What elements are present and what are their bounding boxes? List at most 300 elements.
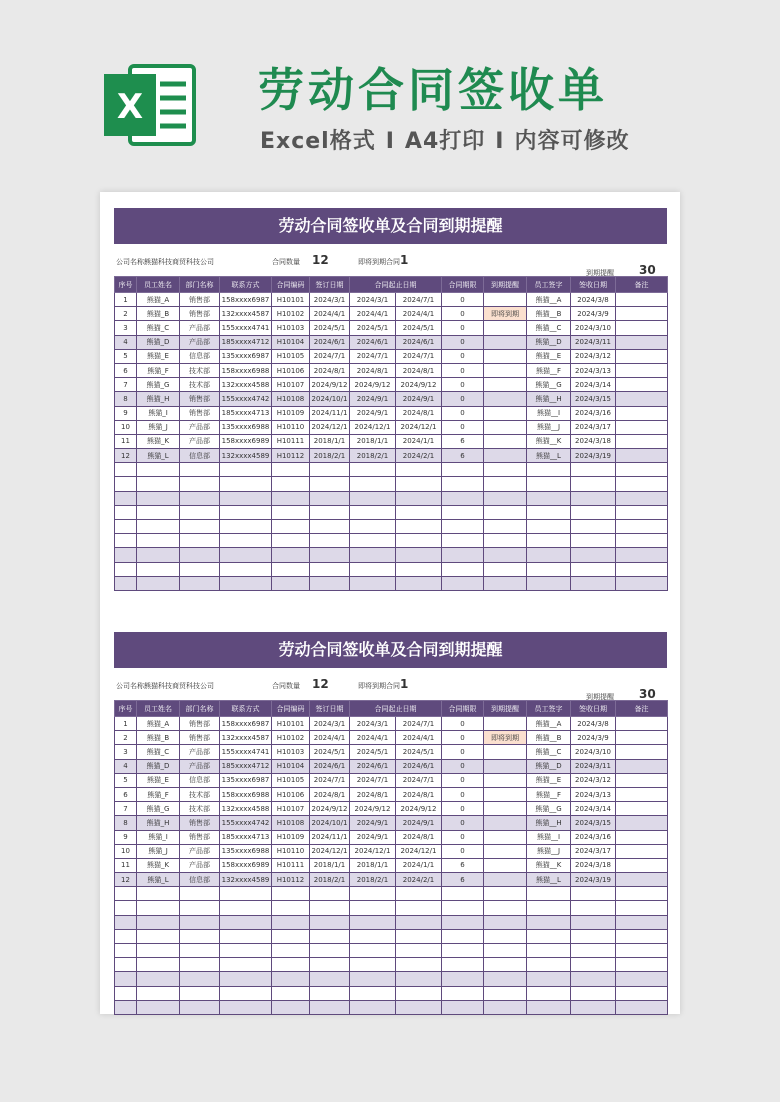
- table-cell[interactable]: 4: [115, 759, 137, 773]
- empty-cell[interactable]: [527, 548, 571, 562]
- empty-cell[interactable]: [396, 491, 442, 505]
- table-cell[interactable]: [484, 293, 527, 307]
- table-cell[interactable]: 9: [115, 406, 137, 420]
- table-cell[interactable]: 熊猫__B: [527, 731, 571, 745]
- table-cell[interactable]: 2024/5/1: [396, 321, 442, 335]
- table-cell[interactable]: 0: [442, 363, 484, 377]
- table-cell[interactable]: [484, 321, 527, 335]
- empty-cell[interactable]: [310, 562, 350, 576]
- empty-cell[interactable]: [180, 901, 220, 915]
- table-cell[interactable]: [484, 858, 527, 872]
- table-cell[interactable]: 熊猫_B: [137, 731, 180, 745]
- table-cell[interactable]: 熊猫__K: [527, 858, 571, 872]
- table-cell[interactable]: 158xxxx6989: [220, 858, 272, 872]
- empty-cell[interactable]: [272, 929, 310, 943]
- table-cell[interactable]: [616, 787, 668, 801]
- empty-cell[interactable]: [220, 986, 272, 1000]
- table-cell[interactable]: 熊猫__I: [527, 830, 571, 844]
- table-cell[interactable]: 熊猫__F: [527, 787, 571, 801]
- table-cell[interactable]: 3: [115, 745, 137, 759]
- empty-cell[interactable]: [350, 505, 396, 519]
- table-cell[interactable]: 2024/1/1: [396, 434, 442, 448]
- table-cell[interactable]: 2024/6/1: [396, 335, 442, 349]
- empty-cell[interactable]: [484, 1000, 527, 1014]
- table-cell[interactable]: H10106: [272, 787, 310, 801]
- table-cell[interactable]: 2024/3/12: [571, 349, 616, 363]
- empty-cell[interactable]: [571, 505, 616, 519]
- table-cell[interactable]: 信息部: [180, 873, 220, 887]
- table-cell[interactable]: [484, 406, 527, 420]
- empty-cell[interactable]: [350, 1000, 396, 1014]
- table-cell[interactable]: 158xxxx6988: [220, 363, 272, 377]
- empty-cell[interactable]: [220, 463, 272, 477]
- table-cell[interactable]: [484, 434, 527, 448]
- table-cell[interactable]: 2018/1/1: [310, 858, 350, 872]
- table-cell[interactable]: 2024/3/19: [571, 873, 616, 887]
- table-cell[interactable]: 0: [442, 349, 484, 363]
- empty-cell[interactable]: [350, 477, 396, 491]
- table-cell[interactable]: H10104: [272, 759, 310, 773]
- table-cell[interactable]: 2024/12/1: [350, 844, 396, 858]
- empty-cell[interactable]: [272, 972, 310, 986]
- table-cell[interactable]: 0: [442, 335, 484, 349]
- empty-cell[interactable]: [484, 972, 527, 986]
- empty-cell[interactable]: [115, 491, 137, 505]
- table-cell[interactable]: 155xxxx4741: [220, 321, 272, 335]
- empty-cell[interactable]: [442, 576, 484, 590]
- table-cell[interactable]: 2024/9/12: [350, 378, 396, 392]
- empty-cell[interactable]: [484, 463, 527, 477]
- empty-cell[interactable]: [220, 1000, 272, 1014]
- empty-cell[interactable]: [272, 901, 310, 915]
- table-cell[interactable]: 2018/2/1: [350, 449, 396, 463]
- empty-cell[interactable]: [137, 576, 180, 590]
- table-cell[interactable]: 2024/8/1: [310, 363, 350, 377]
- empty-cell[interactable]: [571, 491, 616, 505]
- empty-cell[interactable]: [310, 520, 350, 534]
- empty-cell[interactable]: [180, 576, 220, 590]
- empty-cell[interactable]: [571, 929, 616, 943]
- empty-cell[interactable]: [350, 929, 396, 943]
- empty-cell[interactable]: [310, 915, 350, 929]
- empty-cell[interactable]: [310, 944, 350, 958]
- empty-cell[interactable]: [527, 463, 571, 477]
- empty-cell[interactable]: [350, 562, 396, 576]
- table-cell[interactable]: 0: [442, 745, 484, 759]
- empty-cell[interactable]: [484, 562, 527, 576]
- empty-cell[interactable]: [396, 986, 442, 1000]
- empty-cell[interactable]: [396, 887, 442, 901]
- table-cell[interactable]: 熊猫__C: [527, 321, 571, 335]
- table-cell[interactable]: 8: [115, 816, 137, 830]
- table-cell[interactable]: 2018/2/1: [310, 873, 350, 887]
- empty-cell[interactable]: [310, 463, 350, 477]
- table-cell[interactable]: 0: [442, 406, 484, 420]
- table-cell[interactable]: H10108: [272, 816, 310, 830]
- table-cell[interactable]: [616, 293, 668, 307]
- empty-cell[interactable]: [220, 915, 272, 929]
- empty-cell[interactable]: [616, 944, 668, 958]
- empty-cell[interactable]: [310, 1000, 350, 1014]
- table-cell[interactable]: 2: [115, 307, 137, 321]
- empty-cell[interactable]: [137, 972, 180, 986]
- empty-cell[interactable]: [137, 534, 180, 548]
- empty-cell[interactable]: [137, 548, 180, 562]
- table-cell[interactable]: 熊猫_J: [137, 420, 180, 434]
- empty-cell[interactable]: [396, 576, 442, 590]
- table-cell[interactable]: 销售部: [180, 731, 220, 745]
- table-cell[interactable]: 2024/3/10: [571, 321, 616, 335]
- empty-cell[interactable]: [180, 944, 220, 958]
- table-cell[interactable]: 2024/7/1: [396, 293, 442, 307]
- table-cell[interactable]: 7: [115, 378, 137, 392]
- table-cell[interactable]: 2024/3/17: [571, 420, 616, 434]
- table-cell[interactable]: 2024/4/1: [396, 731, 442, 745]
- table-cell[interactable]: [484, 420, 527, 434]
- empty-cell[interactable]: [527, 520, 571, 534]
- table-cell[interactable]: 8: [115, 392, 137, 406]
- table-cell[interactable]: H10109: [272, 830, 310, 844]
- empty-cell[interactable]: [350, 520, 396, 534]
- empty-cell[interactable]: [442, 944, 484, 958]
- table-cell[interactable]: 熊猫__D: [527, 759, 571, 773]
- table-cell[interactable]: 2024/9/1: [396, 392, 442, 406]
- table-cell[interactable]: 2024/9/1: [350, 392, 396, 406]
- table-cell[interactable]: 0: [442, 731, 484, 745]
- empty-cell[interactable]: [484, 491, 527, 505]
- table-cell[interactable]: 2024/8/1: [350, 787, 396, 801]
- empty-cell[interactable]: [137, 520, 180, 534]
- empty-cell[interactable]: [272, 477, 310, 491]
- empty-cell[interactable]: [310, 958, 350, 972]
- empty-cell[interactable]: [527, 887, 571, 901]
- table-cell[interactable]: 2024/3/11: [571, 759, 616, 773]
- table-cell[interactable]: 0: [442, 773, 484, 787]
- empty-cell[interactable]: [616, 1000, 668, 1014]
- empty-cell[interactable]: [527, 901, 571, 915]
- table-cell[interactable]: 熊猫_A: [137, 293, 180, 307]
- table-cell[interactable]: [484, 717, 527, 731]
- empty-cell[interactable]: [484, 887, 527, 901]
- table-cell[interactable]: 2024/3/9: [571, 307, 616, 321]
- table-cell[interactable]: 2024/3/14: [571, 802, 616, 816]
- table-cell[interactable]: [616, 335, 668, 349]
- empty-cell[interactable]: [115, 972, 137, 986]
- table-cell[interactable]: 2024/9/12: [310, 802, 350, 816]
- table-cell[interactable]: H10106: [272, 363, 310, 377]
- table-cell[interactable]: H10111: [272, 434, 310, 448]
- empty-cell[interactable]: [272, 520, 310, 534]
- table-cell[interactable]: [484, 873, 527, 887]
- empty-cell[interactable]: [220, 534, 272, 548]
- table-cell[interactable]: [484, 787, 527, 801]
- table-cell[interactable]: 0: [442, 378, 484, 392]
- table-cell[interactable]: 2024/4/1: [350, 731, 396, 745]
- table-cell[interactable]: 185xxxx4713: [220, 830, 272, 844]
- empty-cell[interactable]: [484, 505, 527, 519]
- table-cell[interactable]: 9: [115, 830, 137, 844]
- table-cell[interactable]: 2024/5/1: [350, 321, 396, 335]
- empty-cell[interactable]: [442, 463, 484, 477]
- empty-cell[interactable]: [310, 986, 350, 1000]
- empty-cell[interactable]: [616, 491, 668, 505]
- empty-cell[interactable]: [571, 972, 616, 986]
- table-cell[interactable]: 135xxxx6988: [220, 844, 272, 858]
- empty-cell[interactable]: [396, 1000, 442, 1014]
- empty-cell[interactable]: [527, 972, 571, 986]
- empty-cell[interactable]: [484, 534, 527, 548]
- table-cell[interactable]: [616, 802, 668, 816]
- table-cell[interactable]: 2024/9/12: [396, 378, 442, 392]
- empty-cell[interactable]: [137, 887, 180, 901]
- empty-cell[interactable]: [220, 562, 272, 576]
- table-cell[interactable]: 2024/4/1: [310, 307, 350, 321]
- table-cell[interactable]: 2024/4/1: [310, 731, 350, 745]
- table-cell[interactable]: 销售部: [180, 307, 220, 321]
- table-cell[interactable]: 6: [115, 363, 137, 377]
- table-cell[interactable]: 2024/3/19: [571, 449, 616, 463]
- empty-cell[interactable]: [115, 548, 137, 562]
- table-cell[interactable]: H10110: [272, 420, 310, 434]
- table-cell[interactable]: 熊猫__L: [527, 449, 571, 463]
- table-cell[interactable]: 2024/3/18: [571, 434, 616, 448]
- table-cell[interactable]: H10111: [272, 858, 310, 872]
- empty-cell[interactable]: [137, 929, 180, 943]
- table-cell[interactable]: 2018/1/1: [310, 434, 350, 448]
- empty-cell[interactable]: [115, 477, 137, 491]
- empty-cell[interactable]: [115, 505, 137, 519]
- table-cell[interactable]: 2024/3/11: [571, 335, 616, 349]
- empty-cell[interactable]: [272, 944, 310, 958]
- empty-cell[interactable]: [180, 562, 220, 576]
- table-cell[interactable]: 2024/3/8: [571, 293, 616, 307]
- table-cell[interactable]: 2024/12/1: [350, 420, 396, 434]
- table-cell[interactable]: [484, 378, 527, 392]
- table-cell[interactable]: 2024/9/1: [350, 816, 396, 830]
- table-cell[interactable]: H10107: [272, 378, 310, 392]
- empty-cell[interactable]: [442, 915, 484, 929]
- empty-cell[interactable]: [616, 576, 668, 590]
- table-cell[interactable]: 0: [442, 717, 484, 731]
- table-cell[interactable]: H10105: [272, 349, 310, 363]
- empty-cell[interactable]: [220, 491, 272, 505]
- empty-cell[interactable]: [180, 505, 220, 519]
- table-cell[interactable]: 5: [115, 349, 137, 363]
- table-cell[interactable]: H10103: [272, 321, 310, 335]
- table-cell[interactable]: 熊猫_G: [137, 378, 180, 392]
- table-cell[interactable]: 6: [442, 449, 484, 463]
- empty-cell[interactable]: [396, 972, 442, 986]
- table-cell[interactable]: 2024/8/1: [350, 363, 396, 377]
- table-cell[interactable]: 熊猫__G: [527, 378, 571, 392]
- empty-cell[interactable]: [310, 548, 350, 562]
- empty-cell[interactable]: [396, 548, 442, 562]
- empty-cell[interactable]: [396, 958, 442, 972]
- table-cell[interactable]: 3: [115, 321, 137, 335]
- table-cell[interactable]: 0: [442, 844, 484, 858]
- table-cell[interactable]: 2024/3/16: [571, 830, 616, 844]
- table-cell[interactable]: 技术部: [180, 787, 220, 801]
- table-cell[interactable]: [616, 745, 668, 759]
- empty-cell[interactable]: [350, 986, 396, 1000]
- empty-cell[interactable]: [616, 463, 668, 477]
- empty-cell[interactable]: [616, 534, 668, 548]
- empty-cell[interactable]: [396, 944, 442, 958]
- table-cell[interactable]: 0: [442, 392, 484, 406]
- empty-cell[interactable]: [180, 534, 220, 548]
- table-cell[interactable]: 2024/12/1: [310, 844, 350, 858]
- empty-cell[interactable]: [527, 576, 571, 590]
- empty-cell[interactable]: [137, 491, 180, 505]
- empty-cell[interactable]: [272, 986, 310, 1000]
- empty-cell[interactable]: [396, 915, 442, 929]
- empty-cell[interactable]: [220, 901, 272, 915]
- empty-cell[interactable]: [310, 491, 350, 505]
- empty-cell[interactable]: [180, 915, 220, 929]
- table-cell[interactable]: 熊猫__B: [527, 307, 571, 321]
- empty-cell[interactable]: [137, 986, 180, 1000]
- table-cell[interactable]: 2024/7/1: [310, 773, 350, 787]
- table-cell[interactable]: H10101: [272, 717, 310, 731]
- empty-cell[interactable]: [272, 505, 310, 519]
- table-cell[interactable]: 132xxxx4587: [220, 307, 272, 321]
- table-cell[interactable]: 158xxxx6989: [220, 434, 272, 448]
- table-cell[interactable]: H10112: [272, 873, 310, 887]
- table-cell[interactable]: 6: [115, 787, 137, 801]
- table-cell[interactable]: [616, 307, 668, 321]
- empty-cell[interactable]: [220, 944, 272, 958]
- table-cell[interactable]: H10101: [272, 293, 310, 307]
- empty-cell[interactable]: [616, 887, 668, 901]
- table-cell[interactable]: 2024/9/1: [350, 830, 396, 844]
- table-cell[interactable]: 135xxxx6988: [220, 420, 272, 434]
- empty-cell[interactable]: [442, 929, 484, 943]
- empty-cell[interactable]: [272, 1000, 310, 1014]
- empty-cell[interactable]: [442, 505, 484, 519]
- empty-cell[interactable]: [396, 929, 442, 943]
- table-cell[interactable]: 2: [115, 731, 137, 745]
- table-cell[interactable]: [484, 745, 527, 759]
- empty-cell[interactable]: [272, 887, 310, 901]
- table-cell[interactable]: 132xxxx4589: [220, 873, 272, 887]
- empty-cell[interactable]: [137, 505, 180, 519]
- table-cell[interactable]: [616, 858, 668, 872]
- table-cell[interactable]: 2024/5/1: [310, 321, 350, 335]
- table-cell[interactable]: H10104: [272, 335, 310, 349]
- empty-cell[interactable]: [180, 986, 220, 1000]
- empty-cell[interactable]: [396, 520, 442, 534]
- table-cell[interactable]: 熊猫_L: [137, 873, 180, 887]
- empty-cell[interactable]: [310, 929, 350, 943]
- table-cell[interactable]: 2024/3/1: [310, 717, 350, 731]
- table-cell[interactable]: 2024/6/1: [396, 759, 442, 773]
- table-cell[interactable]: H10102: [272, 731, 310, 745]
- empty-cell[interactable]: [220, 929, 272, 943]
- table-cell[interactable]: 技术部: [180, 363, 220, 377]
- empty-cell[interactable]: [527, 562, 571, 576]
- table-cell[interactable]: 0: [442, 759, 484, 773]
- table-cell[interactable]: 熊猫_A: [137, 717, 180, 731]
- table-cell[interactable]: 155xxxx4741: [220, 745, 272, 759]
- empty-cell[interactable]: [310, 505, 350, 519]
- empty-cell[interactable]: [350, 887, 396, 901]
- table-cell[interactable]: 2024/3/14: [571, 378, 616, 392]
- table-cell[interactable]: 132xxxx4588: [220, 378, 272, 392]
- table-cell[interactable]: H10102: [272, 307, 310, 321]
- table-cell[interactable]: 熊猫__D: [527, 335, 571, 349]
- table-cell[interactable]: 132xxxx4589: [220, 449, 272, 463]
- table-cell[interactable]: 2024/6/1: [350, 759, 396, 773]
- table-cell[interactable]: 产品部: [180, 844, 220, 858]
- empty-cell[interactable]: [220, 477, 272, 491]
- table-cell[interactable]: [616, 449, 668, 463]
- empty-cell[interactable]: [527, 929, 571, 943]
- table-cell[interactable]: 2024/4/1: [396, 307, 442, 321]
- empty-cell[interactable]: [616, 972, 668, 986]
- table-cell[interactable]: [616, 363, 668, 377]
- table-cell[interactable]: 产品部: [180, 420, 220, 434]
- empty-cell[interactable]: [272, 576, 310, 590]
- empty-cell[interactable]: [484, 958, 527, 972]
- table-cell[interactable]: 信息部: [180, 773, 220, 787]
- empty-cell[interactable]: [442, 491, 484, 505]
- table-cell[interactable]: 销售部: [180, 293, 220, 307]
- table-cell[interactable]: 10: [115, 844, 137, 858]
- empty-cell[interactable]: [350, 491, 396, 505]
- empty-cell[interactable]: [220, 505, 272, 519]
- table-cell[interactable]: 2024/12/1: [396, 844, 442, 858]
- table-cell[interactable]: 产品部: [180, 335, 220, 349]
- table-cell[interactable]: [484, 830, 527, 844]
- table-cell[interactable]: 2024/3/17: [571, 844, 616, 858]
- table-cell[interactable]: 2024/3/1: [310, 293, 350, 307]
- table-cell[interactable]: 熊猫_F: [137, 363, 180, 377]
- table-cell[interactable]: 12: [115, 873, 137, 887]
- table-cell[interactable]: 185xxxx4712: [220, 759, 272, 773]
- empty-cell[interactable]: [310, 901, 350, 915]
- table-cell[interactable]: 2024/3/13: [571, 363, 616, 377]
- table-cell[interactable]: 熊猫_K: [137, 434, 180, 448]
- table-cell[interactable]: 2024/7/1: [396, 349, 442, 363]
- table-cell[interactable]: 11: [115, 434, 137, 448]
- empty-cell[interactable]: [616, 548, 668, 562]
- empty-cell[interactable]: [115, 901, 137, 915]
- empty-cell[interactable]: [350, 548, 396, 562]
- empty-cell[interactable]: [310, 972, 350, 986]
- empty-cell[interactable]: [527, 505, 571, 519]
- empty-cell[interactable]: [442, 520, 484, 534]
- table-cell[interactable]: 熊猫_J: [137, 844, 180, 858]
- table-cell[interactable]: 158xxxx6987: [220, 293, 272, 307]
- table-cell[interactable]: 熊猫__H: [527, 392, 571, 406]
- table-cell[interactable]: 熊猫__J: [527, 420, 571, 434]
- empty-cell[interactable]: [115, 944, 137, 958]
- table-cell[interactable]: 2024/3/8: [571, 717, 616, 731]
- table-cell[interactable]: [616, 759, 668, 773]
- empty-cell[interactable]: [180, 463, 220, 477]
- table-cell[interactable]: 10: [115, 420, 137, 434]
- empty-cell[interactable]: [115, 520, 137, 534]
- empty-cell[interactable]: [137, 915, 180, 929]
- empty-cell[interactable]: [272, 562, 310, 576]
- table-cell[interactable]: 158xxxx6987: [220, 717, 272, 731]
- table-cell[interactable]: 熊猫_C: [137, 321, 180, 335]
- empty-cell[interactable]: [616, 562, 668, 576]
- empty-cell[interactable]: [571, 534, 616, 548]
- table-cell[interactable]: [616, 717, 668, 731]
- empty-cell[interactable]: [180, 491, 220, 505]
- table-cell[interactable]: H10109: [272, 406, 310, 420]
